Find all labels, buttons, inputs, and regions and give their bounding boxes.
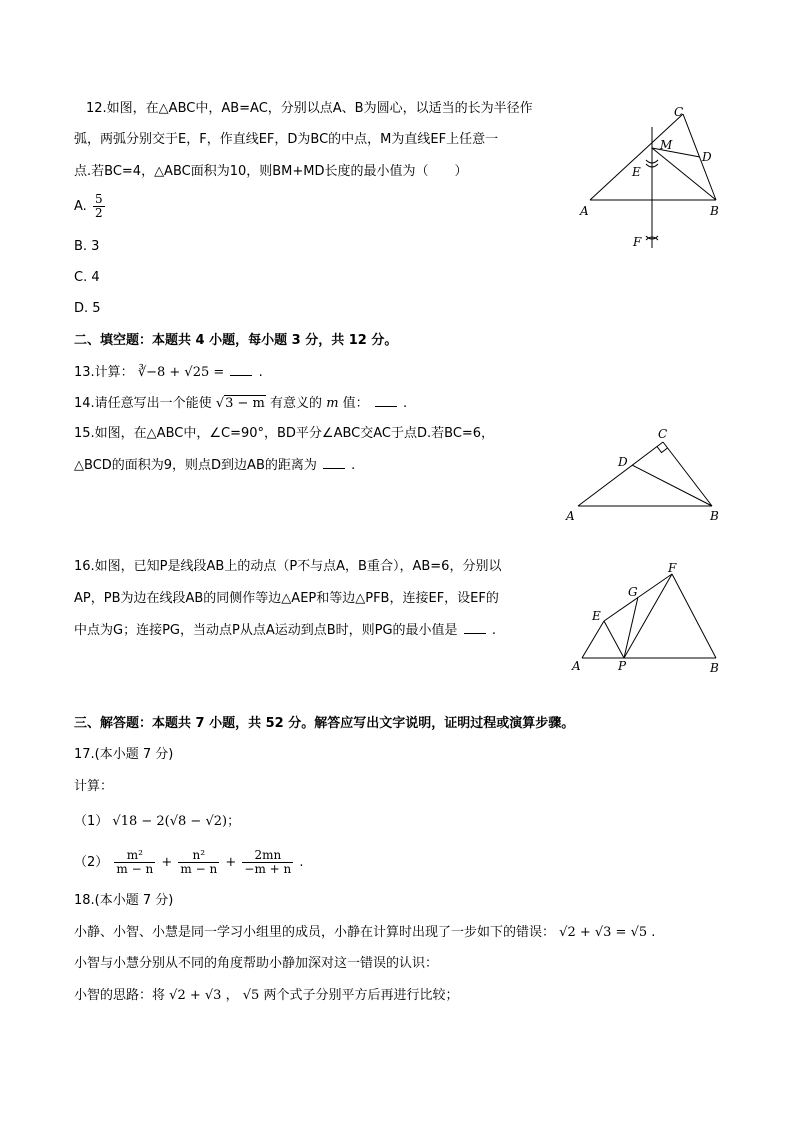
section-3-title: 三、解答题：本题共 7 小题，共 52 分。解答应写出文字说明，证明过程或演算步骤。 xyxy=(74,716,575,731)
fig12-label-d: D xyxy=(702,150,712,164)
q12-line-2: 弧，两弧分别交于E，F，作直线EF，D为BC的中点，M为直线EF上任意一 xyxy=(74,132,499,147)
q14-answer-blank[interactable] xyxy=(375,394,397,407)
q17-fraction-2 xyxy=(178,849,219,876)
q15-answer-blank[interactable] xyxy=(323,456,345,469)
q18-line-3-prefix: 小智的思路：将 xyxy=(74,988,166,1003)
fig12-label-a: A xyxy=(580,204,589,218)
fig16-label-f: F xyxy=(668,561,677,575)
q17-part-2-end: . xyxy=(299,855,304,870)
fig12-label-m: M xyxy=(660,138,673,152)
q12-option-a[interactable] xyxy=(74,193,107,220)
q13-answer-blank[interactable] xyxy=(230,363,252,376)
q15-figure xyxy=(562,424,732,524)
fraction-numerator: 5 xyxy=(94,192,103,206)
fig15-label-a: A xyxy=(566,509,575,523)
q14-prefix: 14.请任意写出一个能使 xyxy=(74,396,212,411)
q18-line-1-text: 小静、小智、小慧是同一学习小组里的成员，小静在计算时出现了一步如下的错误： xyxy=(74,925,556,940)
q18-line-3-separator: ， xyxy=(225,988,239,1003)
q17-part-1 xyxy=(74,813,240,831)
q14-radicand: 3 − m xyxy=(225,396,265,411)
q14-mid: 有意义的 xyxy=(270,396,323,411)
q12-option-c[interactable]: C. 4 xyxy=(74,270,100,285)
q17-fraction-3 xyxy=(242,849,293,876)
fig16-label-b: B xyxy=(710,661,719,675)
fraction-denominator: m − n xyxy=(116,862,154,876)
q18-line-3 xyxy=(74,987,458,1005)
q13 xyxy=(74,363,263,382)
fig16-label-p: P xyxy=(618,659,627,673)
q18-line-1-expression: √2 + √3 = √5 xyxy=(559,925,648,940)
fig12-label-e: E xyxy=(632,165,641,179)
fraction-numerator: n² xyxy=(192,848,206,862)
q14-var: m xyxy=(326,396,339,411)
q13-suffix: . xyxy=(258,365,263,380)
q14-end: . xyxy=(402,396,408,411)
q18-line-1 xyxy=(74,924,655,942)
q14-suffix: 值： xyxy=(342,396,369,411)
fig16-label-a: A xyxy=(572,659,581,673)
q16-answer-blank[interactable] xyxy=(464,621,486,634)
q17-instruction: 计算： xyxy=(74,779,114,794)
fig12-label-f: F xyxy=(633,235,642,249)
q15-line-1: 15.如图，在△ABC中，∠C=90°，BD平分∠ABC交AC于点D.若BC=6， xyxy=(74,426,495,441)
q13-prefix: 13.计算： xyxy=(74,365,134,380)
fig16-label-e: E xyxy=(592,609,601,623)
q16-figure xyxy=(566,558,736,678)
fraction-denominator: 2 xyxy=(94,206,103,220)
fraction-denominator: m − n xyxy=(180,862,218,876)
q18-line-1-end: . xyxy=(651,925,656,940)
q12-line-1: 12.如图，在△ABC中，AB=AC，分别以点A、B为圆心，以适当的长为半径作 xyxy=(86,101,533,116)
q17-part-2 xyxy=(74,846,304,880)
plus-sign: + xyxy=(161,855,173,870)
q12-option-a-label: A. xyxy=(74,199,87,214)
q17-part-2-label: （2） xyxy=(74,855,109,870)
fraction-denominator: −m + n xyxy=(244,862,292,876)
q15-line-2 xyxy=(74,456,355,475)
q18-line-3-expression-1: √2 + √3 xyxy=(169,988,222,1003)
q12-option-b[interactable]: B. 3 xyxy=(74,239,100,254)
q15-end: . xyxy=(351,458,356,473)
q18-header: 18.(本小题 7 分) xyxy=(74,893,174,908)
fig15-label-d: D xyxy=(618,455,628,469)
q15-line-2-text: △BCD的面积为9，则点D到边AB的距离为 xyxy=(74,458,317,473)
plus-sign: + xyxy=(225,855,237,870)
section-2-title: 二、填空题：本题共 4 小题，每小题 3 分，共 12 分。 xyxy=(74,333,398,348)
q14 xyxy=(74,394,407,413)
q12-option-d[interactable]: D. 5 xyxy=(74,301,101,316)
fraction-numerator: 2mn xyxy=(254,848,282,862)
q13-expression: ∛−8 + √25 = xyxy=(137,365,225,380)
q16-line-1: 16.如图，已知P是线段AB上的动点（P不与点A，B重合），AB=6，分别以 xyxy=(74,559,502,574)
q17-part-1-expression: √18 − 2(√8 − √2)； xyxy=(112,814,241,829)
q12-figure xyxy=(570,100,730,255)
q18-line-3-suffix: 两个式子分别平方后再进行比较； xyxy=(263,988,459,1003)
q17-fraction-1 xyxy=(114,849,155,876)
fig15-label-c: C xyxy=(658,427,668,441)
fig15-label-b: B xyxy=(710,509,719,523)
q18-line-3-expression-2: √5 xyxy=(242,988,260,1003)
fig16-label-g: G xyxy=(628,585,638,599)
q16-line-2: AP，PB为边在线段AB的同侧作等边△AEP和等边△PFB，连接EF，设EF的 xyxy=(74,591,499,606)
q16-line-3-text: 中点为G；连接PG，当动点P从点A运动到点B时，则PG的最小值是 xyxy=(74,623,458,638)
q17-header: 17.(本小题 7 分) xyxy=(74,747,174,762)
fraction-numerator: m² xyxy=(126,848,143,862)
q14-radical: √3 − m xyxy=(215,396,265,411)
fig12-label-c: C xyxy=(674,105,684,119)
fig12-label-b: B xyxy=(710,204,719,218)
q17-part-1-label: （1） xyxy=(74,814,109,829)
q12-line-3: 点.若BC=4，△ABC面积为10，则BM+MD长度的最小值为（ ） xyxy=(74,164,468,179)
q18-line-2: 小智与小慧分别从不同的角度帮助小静加深对这一错误的认识： xyxy=(74,956,439,971)
q16-end: . xyxy=(491,623,496,638)
q12-option-a-fraction xyxy=(93,193,105,220)
q16-line-3 xyxy=(74,621,496,640)
